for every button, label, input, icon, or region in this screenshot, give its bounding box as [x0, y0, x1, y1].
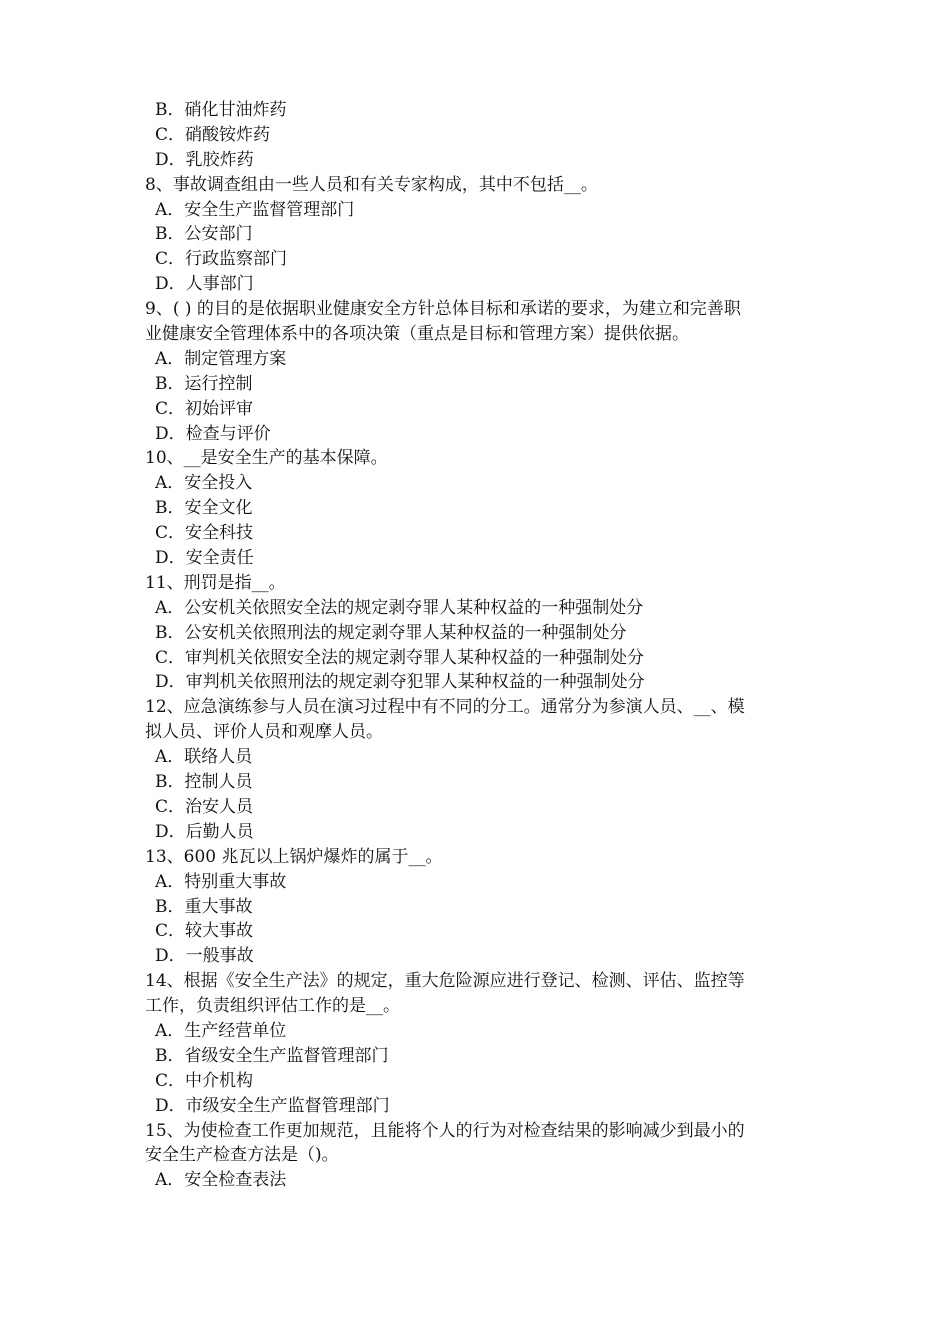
- option-line: C．初始评审: [155, 398, 254, 419]
- question-line: 9、( ) 的目的是依据职业健康安全方针总体目标和承诺的要求，为建立和完善职: [145, 299, 741, 320]
- option-line: B．硝化甘油炸药: [155, 100, 287, 120]
- option-line: B．控制人员: [155, 772, 253, 793]
- option-line: A．特别重大事故: [155, 871, 287, 892]
- option-line: B．公安部门: [155, 224, 253, 245]
- option-line: A．联络人员: [155, 747, 253, 768]
- option-line: C．中介机构: [155, 1070, 254, 1091]
- option-line: A．制定管理方案: [155, 348, 287, 369]
- option-line: C．硝酸铵炸药: [155, 124, 271, 145]
- option-line: C．较大事故: [155, 921, 254, 942]
- option-line: D．乳胶炸药: [155, 149, 254, 170]
- question-line: 12、应急演练参与人员在演习过程中有不同的分工。通常分为参演人员、__、模: [145, 697, 745, 718]
- option-line: D．检查与评价: [155, 423, 271, 444]
- question-line: 业健康安全管理体系中的各项决策（重点是目标和管理方案）提供依据。: [145, 324, 689, 345]
- option-line: D．审判机关依照刑法的规定剥夺犯罪人某种权益的一种强制处分: [155, 672, 645, 693]
- question-line: 13、600 兆瓦以上锅炉爆炸的属于__。: [145, 846, 443, 867]
- option-line: C．审判机关依照安全法的规定剥夺罪人某种权益的一种强制处分: [155, 647, 645, 668]
- option-line: A．生产经营单位: [155, 1020, 287, 1041]
- question-line: 8、事故调查组由一些人员和有关专家构成，其中不包括__。: [145, 174, 598, 195]
- option-line: B．安全文化: [155, 498, 253, 519]
- question-line: 15、为使检查工作更加规范，且能将个人的行为对检查结果的影响减少到最小的: [145, 1120, 745, 1141]
- option-line: D．市级安全生产监督管理部门: [155, 1095, 390, 1116]
- option-line: A．安全生产监督管理部门: [155, 199, 355, 220]
- question-line: 11、刑罚是指__。: [145, 572, 286, 593]
- question-line: 工作，负责组织评估工作的是__。: [145, 996, 400, 1017]
- option-line: C．行政监察部门: [155, 249, 288, 270]
- option-line: B．省级安全生产监督管理部门: [155, 1045, 389, 1066]
- option-line: C．治安人员: [155, 796, 254, 817]
- question-line: 安全生产检查方法是（)。: [145, 1145, 339, 1166]
- option-line: B．运行控制: [155, 373, 253, 394]
- option-line: B．重大事故: [155, 896, 253, 917]
- option-line: A．安全检查表法: [155, 1170, 287, 1191]
- document-body: [145, 98, 825, 1193]
- question-line: 14、根据《安全生产法》的规定，重大危险源应进行登记、检测、评估、监控等: [145, 971, 745, 992]
- option-line: A．公安机关依照安全法的规定剥夺罪人某种权益的一种强制处分: [155, 597, 644, 618]
- question-line: 10、__是安全生产的基本保障。: [145, 448, 388, 469]
- option-line: D．后勤人员: [155, 821, 254, 842]
- question-line: 拟人员、评价人员和观摩人员。: [145, 722, 383, 743]
- option-line: D．安全责任: [155, 548, 254, 569]
- option-line: C．安全科技: [155, 523, 254, 544]
- option-line: A．安全投入: [155, 473, 253, 494]
- option-line: B．公安机关依照刑法的规定剥夺罪人某种权益的一种强制处分: [155, 622, 627, 643]
- option-line: D．一般事故: [155, 946, 254, 967]
- option-line: D．人事部门: [155, 274, 254, 295]
